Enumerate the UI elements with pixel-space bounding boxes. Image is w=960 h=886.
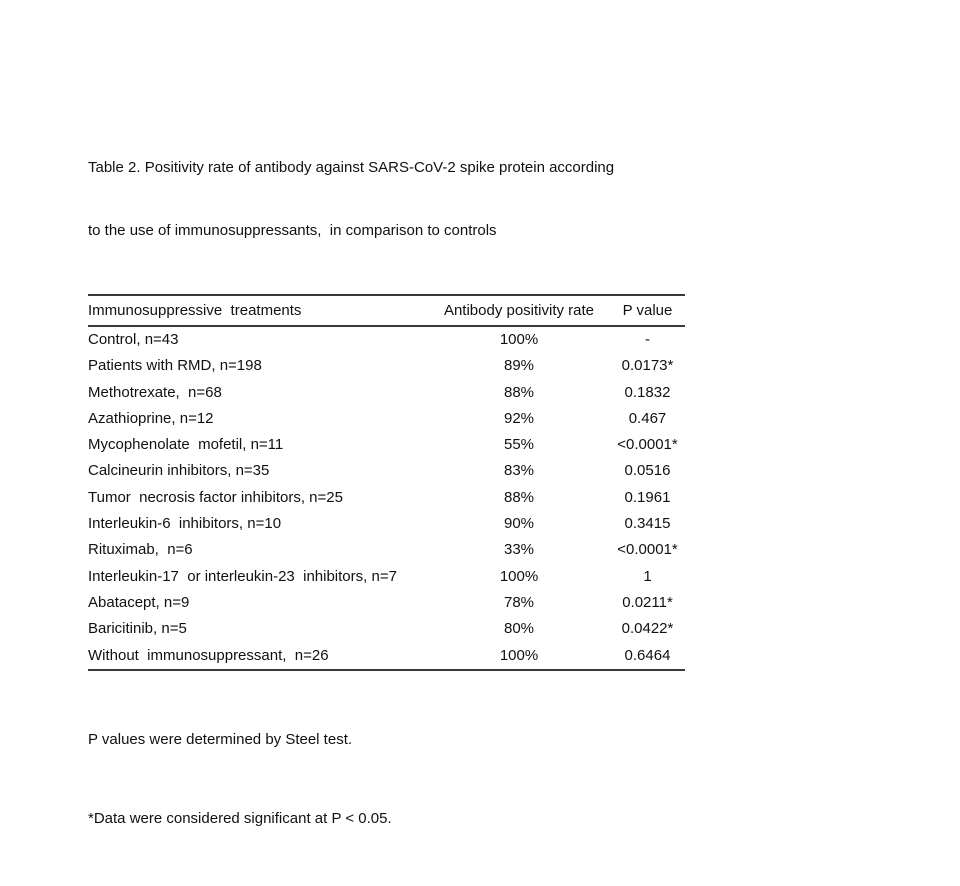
table-row <box>88 380 685 406</box>
treatment-cell: Interleukin-17 or interleukin-23 inhibitors, n=7 <box>88 567 397 585</box>
pvalue-cell: 1 <box>643 567 652 585</box>
table-row <box>88 564 685 590</box>
treatment-cell: Abatacept, n=9 <box>88 593 190 611</box>
table-caption-line-1: Table 2. Positivity rate of antibody against SARS-CoV-2 spike protein according <box>88 159 615 176</box>
pvalue-cell: <0.0001* <box>617 541 678 559</box>
paper-table-figure <box>88 115 685 886</box>
rate-cell: 89% <box>503 357 535 375</box>
footnote-steel-test: P values were determined by Steel test. <box>88 730 353 748</box>
treatment-cell: Tumor necrosis factor inhibitors, n=25 <box>88 488 343 506</box>
table-row <box>88 485 685 511</box>
rate-cell: 100% <box>499 331 539 348</box>
rate-cell: 100% <box>499 567 539 585</box>
table-row <box>88 643 685 670</box>
column-header-pvalue: P value <box>622 302 673 319</box>
pvalue-cell: <0.0001* <box>617 436 678 454</box>
treatment-cell: Without immunosuppressant, n=26 <box>88 646 329 664</box>
rate-cell: 88% <box>503 488 535 506</box>
table-row <box>88 616 685 642</box>
treatment-cell: Azathioprine, n=12 <box>88 409 214 427</box>
rate-cell: 80% <box>503 620 535 638</box>
pvalue-cell: 0.1832 <box>624 383 671 401</box>
pvalue-cell: - <box>645 331 650 348</box>
rate-cell: 78% <box>503 593 535 611</box>
table-row <box>88 432 685 458</box>
footnote-significance: *Data were considered significant at P < 0.05. <box>88 810 392 828</box>
pvalue-cell: 0.1961 <box>624 488 671 506</box>
pvalue-cell: 0.467 <box>628 409 667 427</box>
treatment-cell: Interleukin-6 inhibitors, n=10 <box>88 515 282 533</box>
table-row <box>88 537 685 563</box>
treatment-cell: Baricitinib, n=5 <box>88 620 187 638</box>
treatment-cell: Patients with RMD, n=198 <box>88 357 262 375</box>
pvalue-cell: 0.0422* <box>621 620 674 638</box>
rate-cell: 100% <box>499 646 539 664</box>
pvalue-cell: 0.3415 <box>624 515 671 533</box>
table-row <box>88 590 685 616</box>
treatment-cell: Rituximab, n=6 <box>88 541 193 559</box>
results-table <box>88 294 685 671</box>
rate-cell: 33% <box>503 541 535 559</box>
rate-cell: 88% <box>503 383 535 401</box>
pvalue-cell: 0.6464 <box>624 646 671 664</box>
table-caption-line-2: to the use of immunosuppressants, in comparison to controls <box>88 222 497 239</box>
table-row <box>88 326 685 353</box>
rate-cell: 92% <box>503 409 535 427</box>
column-header-treatment: Immunosuppressive treatments <box>88 302 302 319</box>
pvalue-cell: 0.0173* <box>621 357 674 375</box>
rate-cell: 83% <box>503 462 535 480</box>
table-row <box>88 353 685 379</box>
table-caption <box>88 115 685 283</box>
pvalue-cell: 0.0211* <box>622 593 673 611</box>
treatment-cell: Mycophenolate mofetil, n=11 <box>88 436 284 454</box>
rate-cell: 90% <box>503 515 535 533</box>
column-header-rate: Antibody positivity rate <box>443 302 595 319</box>
treatment-cell: Calcineurin inhibitors, n=35 <box>88 462 270 480</box>
table-row <box>88 458 685 484</box>
table-header-row <box>88 295 685 326</box>
rate-cell: 55% <box>503 436 535 454</box>
table-footnotes <box>88 674 685 886</box>
treatment-cell: Methotrexate, n=68 <box>88 383 222 401</box>
treatment-cell: Control, n=43 <box>88 331 179 348</box>
pvalue-cell: 0.0516 <box>624 462 671 480</box>
table-row <box>88 406 685 432</box>
table-row <box>88 511 685 537</box>
